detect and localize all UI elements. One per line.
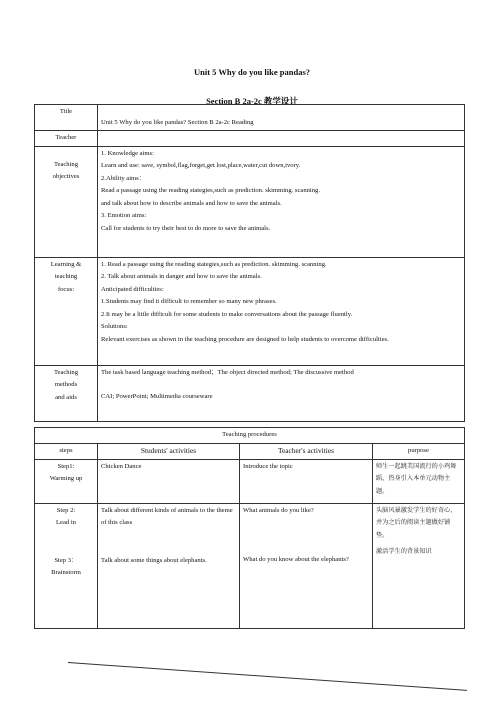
footer-divider-line (68, 662, 467, 691)
objectives-row (35, 146, 465, 257)
column-header-students: Students' activities (98, 444, 240, 460)
methods-label: Teaching methods and aids (35, 365, 98, 421)
step-cell: Step 2: Lead in Step 3： Brainstorm (35, 503, 98, 628)
title-label: Title (35, 105, 98, 131)
column-header-teacher: Teacher's activities (240, 444, 373, 460)
lesson-info-table (34, 104, 465, 422)
procedure-row (35, 503, 465, 628)
procedures-header-row (35, 444, 465, 460)
procedures-heading-row (35, 428, 465, 444)
focus-label: Learning & teaching focus: (35, 257, 98, 365)
teacher-value (98, 131, 465, 147)
title-row (35, 105, 465, 131)
purpose-cell: 头脑风暴激发学生的好奇心，并为之后的阅读主题做好铺垫。 激活学生的背景知识 (373, 503, 465, 628)
objectives-content: 1. Knowledge aims: Learn and use: save, symbol,flag,forget,get lost,place,water,cut down,ivory. 2.Ability aims： Read a passage using the reading stategies,such as prediction. skimming. scanning. and talk about how to describe animals and how to save the animals. 3. Emotion aims: Call for students to try their best to do more to save the animals. (98, 146, 465, 257)
procedures-heading: Teaching procedures (35, 428, 465, 444)
students-activity: Talk about different kinds of animals to the theme of this class Talk about some things about elephants. (98, 503, 240, 628)
teacher-activity: What animals do you like? What do you know about the elephants? (240, 503, 373, 628)
focus-row (35, 257, 465, 365)
teacher-label: Teacher (35, 131, 98, 147)
focus-content: 1. Read a passage using the reading stategies,such as prediction. skimming. scanning. 2. Talk about animals in danger and how to save the animals. Anticipated difficulties: 1.Students may find it difficult to remember so many new phrases. 2.It may be a little difficult for some students to make conversations about the passage fluently. Solutions: Relevant exercises as shown in the teaching procedure are designed to help students to overcome difficulties. (98, 257, 465, 365)
teacher-row (35, 131, 465, 147)
methods-content: The task based language teaching method；The object directed method; The discussive method CAI; PowerPoint; Multimedia courseware (98, 365, 465, 421)
document-title: Unit 5 Why do you like pandas? (193, 67, 311, 77)
students-activity: Chicken Dance (98, 459, 240, 503)
step-cell: Step1: Warming up (35, 459, 98, 503)
teacher-activity: Introduce the topic (240, 459, 373, 503)
document-subtitle: Section B 2a-2c 教学设计 (206, 96, 298, 106)
procedures-table (34, 427, 465, 629)
methods-row (35, 365, 465, 421)
column-header-steps: steps (35, 444, 98, 460)
objectives-label: Teaching objectives (35, 146, 98, 257)
column-header-purpose: purpose (373, 444, 465, 460)
title-value: Unit 5 Why do you like pandas? Section B 2a-2c Reading (98, 105, 465, 131)
purpose-cell: 师生一起跳美国流行的小鸡舞蹈，热身引入本单元动物主题。 (373, 459, 465, 503)
procedure-row (35, 459, 465, 503)
